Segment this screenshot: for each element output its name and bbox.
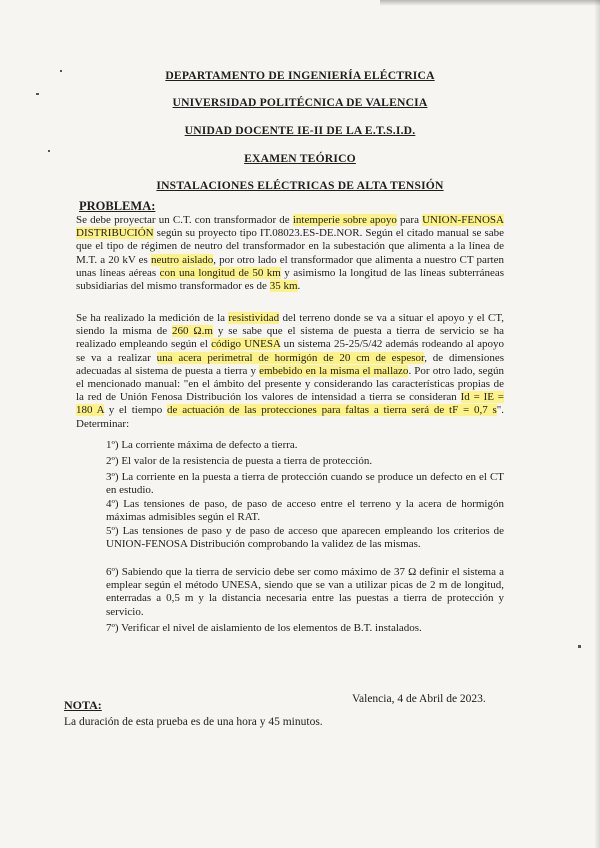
scan-speck <box>36 93 39 95</box>
course-heading: INSTALACIONES ELÉCTRICAS DE ALTA TENSIÓN <box>156 179 444 192</box>
highlight: resistividad <box>228 312 280 324</box>
question-1: 1º) La corriente máxima de defecto a tierra. <box>106 439 298 451</box>
exam-duration: La duración de esta prueba es de una hora y 45 minutos. <box>64 716 323 728</box>
question-4: 4º) Las tensiones de paso, de paso de acceso entre el terreno y la acera de hormigón máximas admisibles según el RAT. <box>106 498 504 524</box>
question-2: 2º) El valor de la resistencia de puesta a tierra de protección. <box>106 455 373 467</box>
highlight: intemperie sobre apoyo <box>292 214 397 226</box>
problem-title: PROBLEMA: <box>79 199 156 213</box>
note-title: NOTA: <box>64 698 102 712</box>
question-7: 7º) Verificar el nivel de aislamiento de los elementos de B.T. instalados. <box>106 622 422 634</box>
scan-speck <box>578 645 581 648</box>
highlight: con una longitud de 50 km <box>159 266 281 279</box>
highlight: 35 km <box>269 280 298 293</box>
highlight: de actuación de las protecciones para faltas a tierra será de tF = 0,7 s <box>167 404 497 417</box>
highlight: embebido en la misma el mallazo <box>259 364 409 377</box>
exam-date: Valencia, 4 de Abril de 2023. <box>352 693 486 705</box>
highlight: código UNESA <box>211 338 281 351</box>
exam-type-heading: EXAMEN TEÓRICO <box>244 152 356 165</box>
university-heading: UNIVERSIDAD POLITÉCNICA DE VALENCIA <box>172 96 428 109</box>
highlight: Id = IE = 180 A <box>76 391 505 417</box>
unit-heading: UNIDAD DOCENTE IE-II DE LA E.T.S.I.D. <box>184 124 416 137</box>
scan-shadow <box>380 0 600 6</box>
highlight: una acera perimetral de hormigón de 20 cm de espesor <box>156 351 425 364</box>
question-6: 6º) Sabiendo que la tierra de servicio debe ser como máximo de 37 Ω definir el sistema a emplear según el método UNESA, siendo que se van a utilizar picas de 2 m de longitud, enterradas a 0,5 m y la distancia necesaria entre las puestas a tierra de protección y servicio. <box>106 566 504 618</box>
question-3: 3º) La corriente en la puesta a tierra de protección cuando se produce un defecto en el CT en estudio. <box>106 471 504 497</box>
problem-paragraph-2: Se ha realizado la medición de la resistividad del terreno donde se va a situar el apoyo y el CT, siendo la misma de 260 Ω.m y se sabe que el sistema de puesta a tierra de servicio se ha realizado empleando según el código UNESA un sistema 25-25/5/42 además rodeando al apoyo se va a realizar una acera perimetral de hormigón de 20 cm de espesor, de dimensiones adecuadas al sistema de puesta a tierra y embebido en la misma el mallazo. Por otro lado, según el mencionado manual: "en el ámbito del presente y considerando las características propias de la red de Unión Fenosa Distribución los valores de intensidad a tierra se consideran Id = IE = 180 A y el tiempo de actuación de las protecciones para faltas a tierra será de tF = 0,7 s". Determinar: <box>76 312 505 430</box>
highlight: neutro aislado <box>150 253 214 266</box>
highlight: UNION-FENOSA DISTRIBUCIÓN <box>76 214 504 240</box>
department-heading: DEPARTAMENTO DE INGENIERÍA ELÉCTRICA <box>165 69 435 82</box>
highlight: 260 Ω.m <box>172 325 213 338</box>
question-5: 5º) Las tensiones de paso y de paso de acceso que aparecen empleando los criterios de UNION-FENOSA Distribución comprobando la validez de las mismas. <box>106 525 504 551</box>
problem-paragraph-1: Se debe proyectar un C.T. con transformador de intemperie sobre apoyo para UNION-FENOSA DISTRIBUCIÓN según su proyecto tipo IT.08023.ES-DE.NOR. Según el citado manual se sabe que el tipo de régimen de neutro del transformador en la subestación que alimenta a la línea de M.T. a 20 kV es neutro aislado, por otro lado el transformador que alimenta a nuestro CT parten unas líneas aéreas con una longitud de 50 km y asimismo la longitud de las líneas subterráneas subsidiarias del mismo transformador es de 35 km. <box>76 214 505 293</box>
